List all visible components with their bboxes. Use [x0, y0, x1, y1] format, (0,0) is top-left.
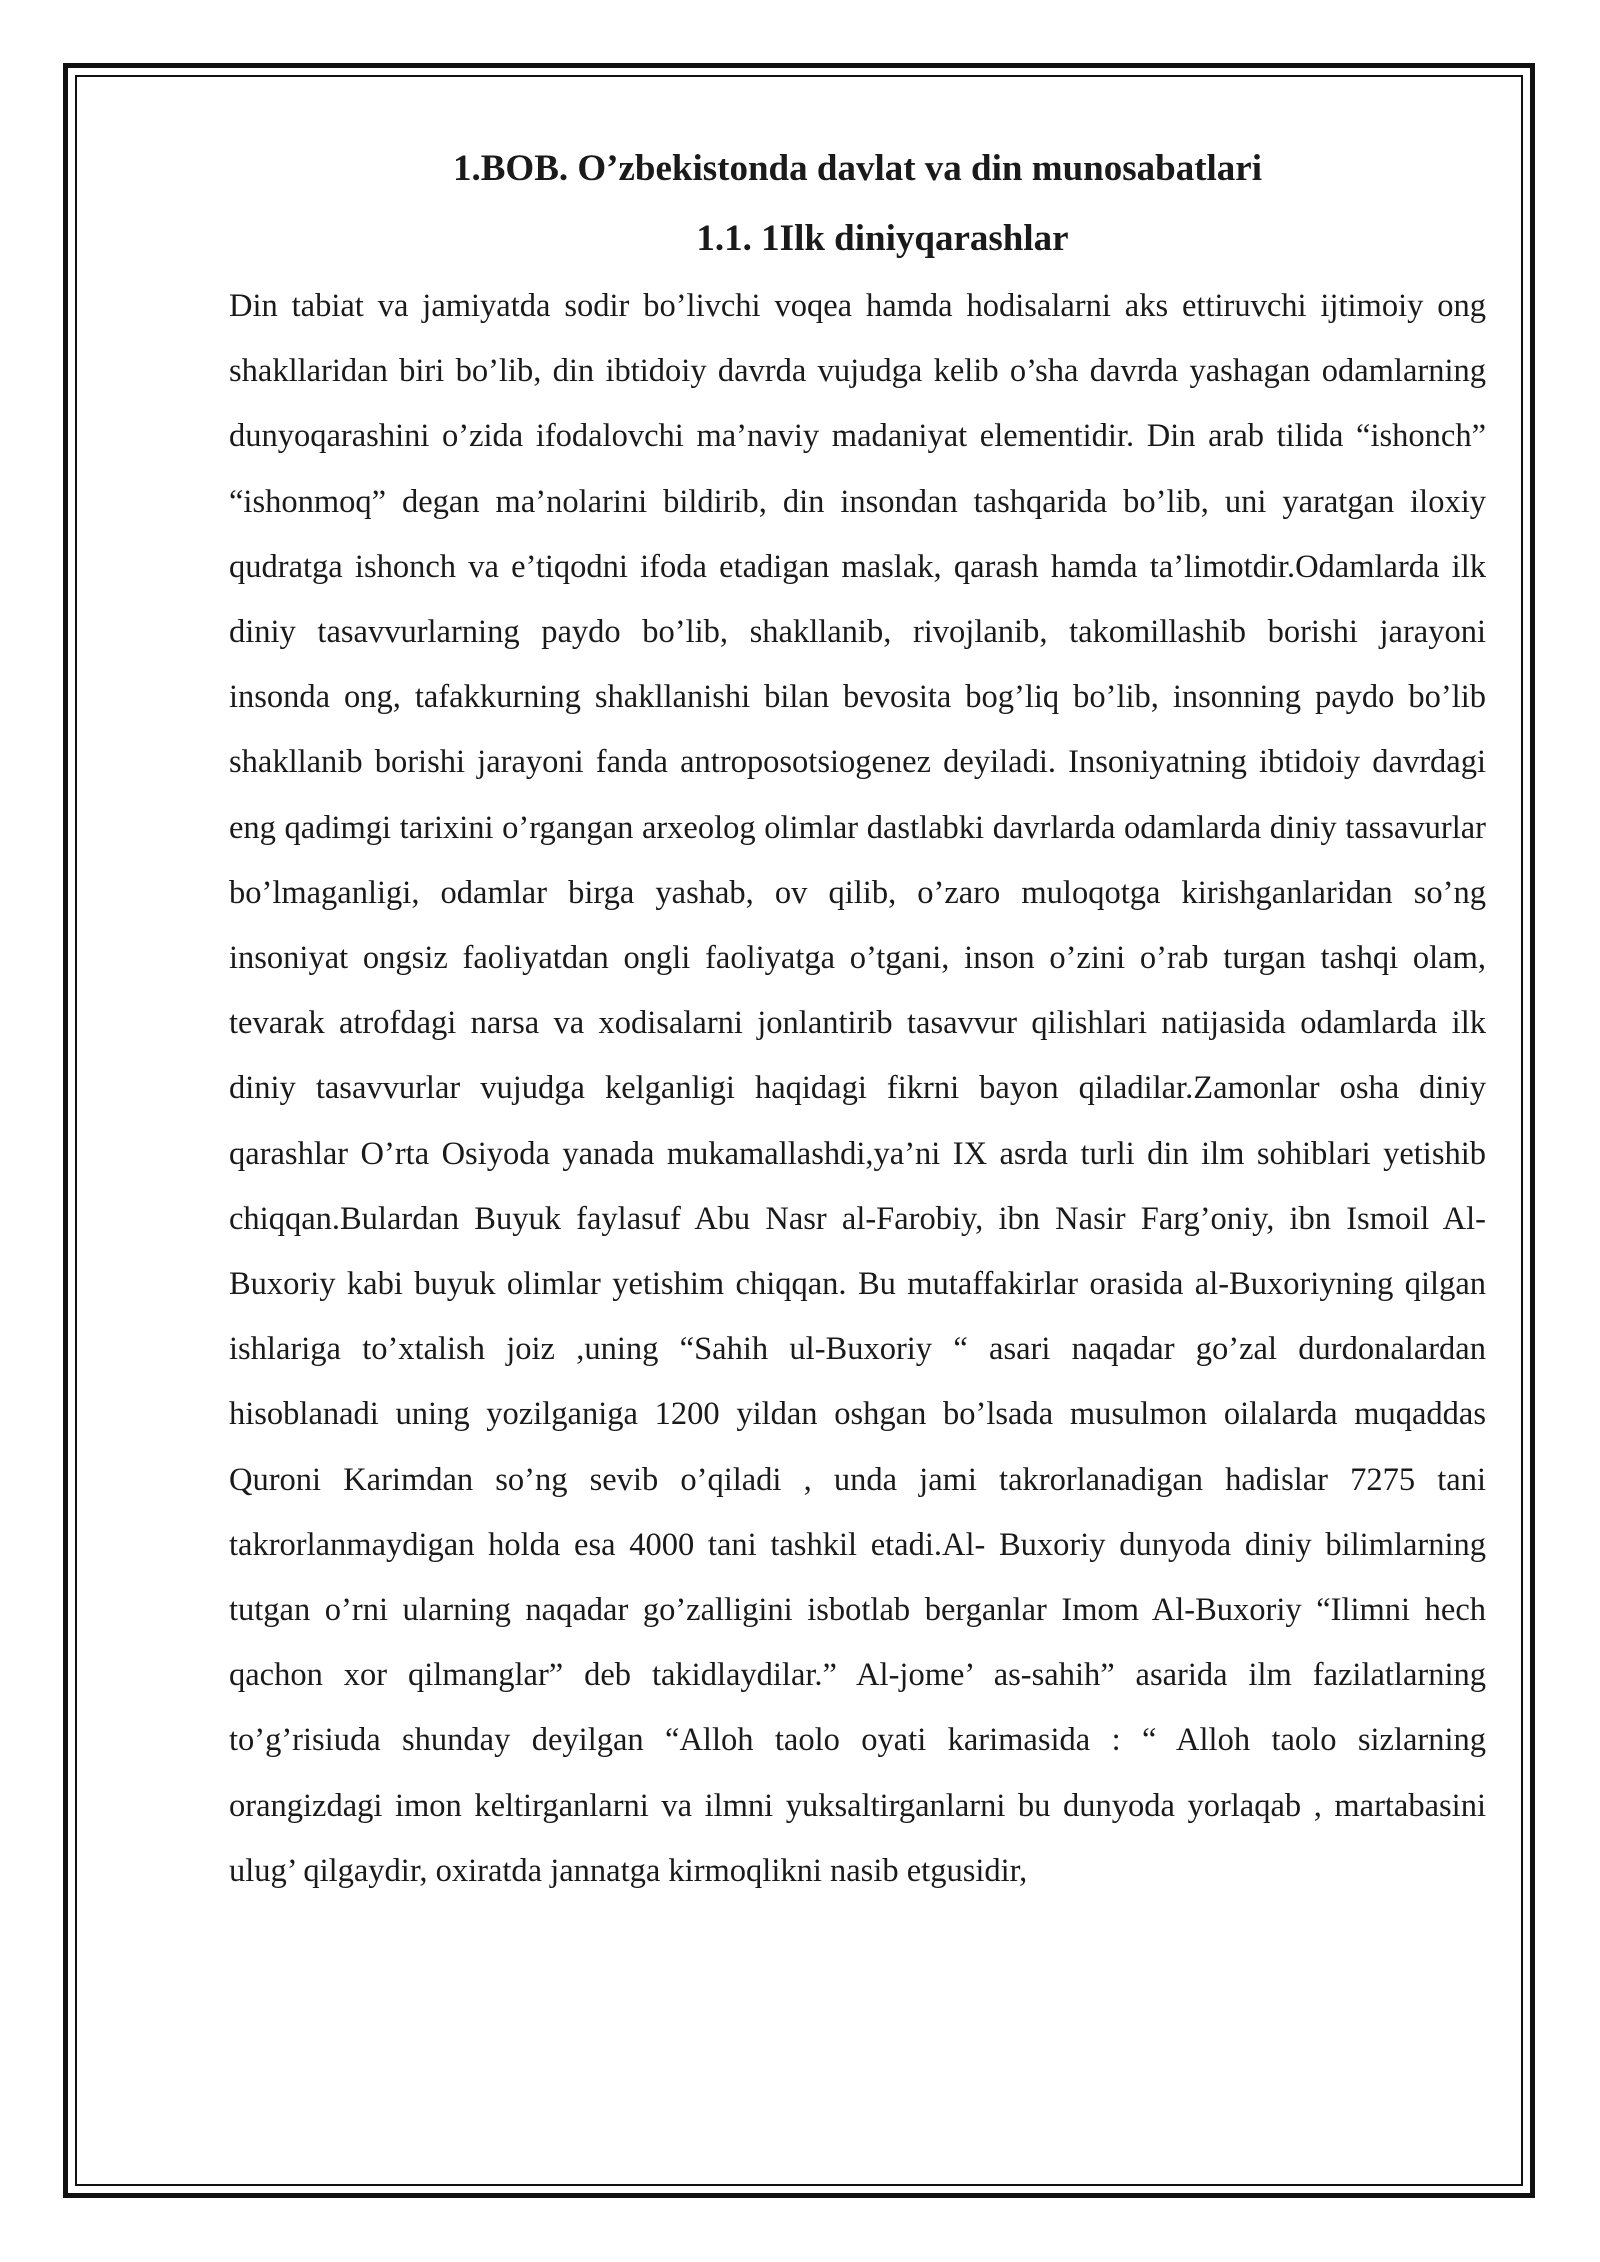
body-paragraph: Din tabiat va jamiyatda sodir bo’livchi voqea hamda hodisalarni aks ettiruvchi ijtimoiy ong shakllaridan biri bo’lib, din ibtidoiy davrda vujudga kelib o’sha davrda yashagan odamlarning dunyoqarashini o’zida ifodalovchi ma’naviy madaniyat elementidir. Din arab tilida “ishonch” “ishonmoq” degan ma’nolarini bildirib, din insondan tashqarida bo’lib, uni yaratgan iloxiy qudratga ishonch va e’tiqodni ifoda etadigan maslak, qarash hamda ta’limotdir.Odamlarda ilk diniy tasavvurlarning paydo bo’lib, shakllanib, rivojlanib, takomillashib borishi jarayoni insonda ong, tafakkurning shakllanishi bilan bevosita bog’liq bo’lib, insonning paydo bo’lib shakllanib borishi jarayoni fanda antroposotsiogenez deyiladi. Insoniyatning ibtidoiy davrdagi eng qadimgi tarixini o’rgangan arxeolog olimlar dastlabki davrlarda odamlarda diniy tassavurlar bo’lmaganligi, odamlar birga yashab, ov qilib, o’zaro muloqotga kirishganlaridan so’ng insoniyat ongsiz faoliyatdan ongli faoliyatga o’tgani, inson o’zini o’rab turgan tashqi olam, tevarak atrofdagi narsa va xodisalarni jonlantirib tasavvur qilishlari natijasida odamlarda ilk diniy tasavvurlar vujudga kelganligi haqidagi fikrni bayon qiladilar.Zamonlar osha diniy qarashlar O’rta Osiyoda yanada mukamallashdi,ya’ni IX asrda turli din ilm sohiblari yetishib chiqqan.Bulardan Buyuk faylasuf Abu Nasr al-Farobiy, ibn Nasir Farg’oniy, ibn Ismoil Al-Buxoriy kabi buyuk olimlar yetishim chiqqan. Bu mutaffakirlar orasida al-Buxoriyning qilgan ishlariga to’xtalish joiz ,uning “Sahih ul-Buxoriy “ asari naqadar go’zal durdonalardan hisoblanadi uning yozilganiga 1200 yildan oshgan bo’lsada musulmon oilalarda muqaddas Quroni Karimdan so’ng sevib o’qiladi , unda jami takrorlanadigan hadislar 7275 tani takrorlanmaydigan holda esa 4000 tani tashkil etadi.Al- Buxoriy dunyoda diniy bilimlarning tutgan o’rni ularning naqadar go’zalligini isbotlab berganlar Imom Al-Buxoriy “Ilimni hech qachon xor qilmanglar” deb takidlaydilar.” Al-jome’ as-sahih” asarida ilm fazilatlarning to’g’risiuda shunday deyilgan “Alloh taolo oyati karimasida : “ Alloh taolo sizlarning orangizdagi imon keltirganlarni va ilmni yuksaltirganlarni bu dunyoda yorlaqab , martabasini ulug’ qilgaydir, oxiratda jannatga kirmoqlikni nasib etgusidir, [229, 288, 1486, 1889]
chapter-title: 1.BOB. O’zbekistonda davlat va din munosabatlari [452, 148, 1262, 189]
page-content [229, 140, 1486, 1904]
section-title: 1.1. 1Ilk diniyqarashlar [696, 218, 1069, 259]
